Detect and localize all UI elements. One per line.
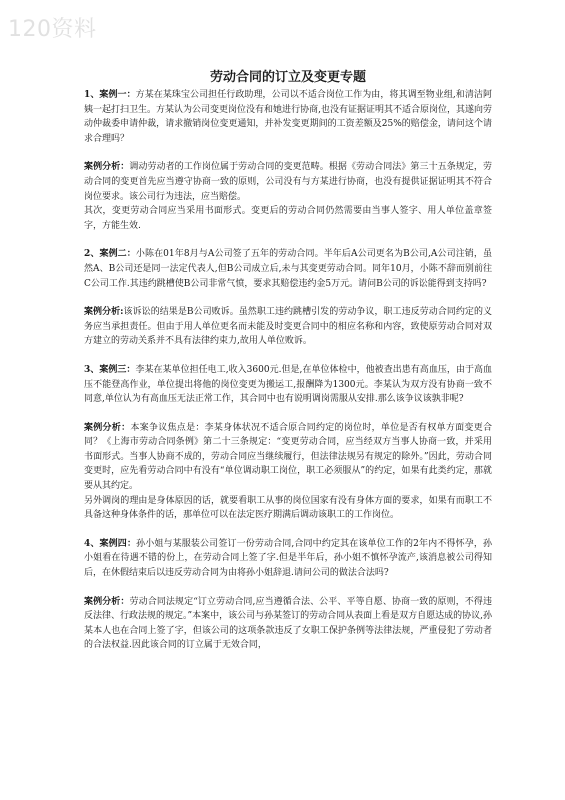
case-3-analysis-lead: 案例分析： <box>84 422 131 433</box>
case-1-analysis <box>84 160 492 204</box>
case-4-analysis-text: 劳动合同法规定“订立劳动合同,应当遵循合法、公平、平等自愿、协商一致的原则，不得违反法律、行政法规的规定。”本案中，该公司与孙某签订的劳动合同从表面上看是双方自愿达成的协议,孙某本人也在合同上签了字，但该公司的这项条款违反了女职工保护条例等法律法规，严重侵犯了劳动者的合法权益.因此该合同的订立属于无效合同， <box>84 596 492 651</box>
case-3-analysis-continued <box>84 494 492 523</box>
watermark: 120资料 <box>8 17 97 42</box>
case-4-lead: 4、案例四： <box>84 538 137 549</box>
case-1-lead: 1、案例一： <box>84 90 136 100</box>
case-1-analysis-lead: 案例分析： <box>84 162 130 173</box>
case-3-paragraph <box>84 363 492 407</box>
document-body <box>84 66 492 653</box>
case-1-text: 方某在某珠宝公司担任行政助理，公司以不适合岗位工作为由，将其调至物业组,和清洁阿姨一起打扫卫生。方某认为公司变更岗位没有和她进行协商,也没有证据证明其不适合原岗位，其遂向劳动仲裁委申请仲裁，请求撤销岗位变更通知，并补发变更期间的工资差额及25%的赔偿金，请问这个请求合理吗？ <box>84 90 492 144</box>
case-2-analysis-text: 该诉讼的结果是B公司败诉。虽然职工违约跳槽引发的劳动争议，职工违反劳动合同约定的义务应当承担责任。但由于用人单位更名而未能及时变更合同中的相应名称和内容，致使原劳动合同对双方建立的劳动关系并不具有法律约束力,故用人单位败诉。 <box>84 307 492 347</box>
case-1-analysis-continued <box>84 204 492 233</box>
case-3-analysis <box>84 421 492 494</box>
case-1-analysis-text: 调动劳动者的工作岗位属于劳动合同的变更范畴。根据《劳动合同法》第三十五条规定，劳动合同的变更首先应当遵守协商一致的原则，公司没有与方某进行协商，也没有提供证据证明其不符合岗位要求。该公司行为违法，应当赔偿。 <box>84 162 492 202</box>
case-1-paragraph <box>84 88 492 146</box>
case-2-text: 小陈在01年8月与A公司签了五年的劳动合同。半年后A公司更名为B公司,A公司注销，虽然A、B公司还是同一法定代表人,但B公司成立后,未与其变更劳动合同。同年10月，小陈不辞而别前往C公司工作.其违约跳槽使B公司非常气愤，要求其赔偿违约金5万元。请问B公司的诉讼能得到支持吗? <box>84 249 492 289</box>
case-1-analysis-extra-text: 其次，变更劳动合同应当采用书面形式。变更后的劳动合同仍然需要由当事人签字、用人单位盖章签字，方能生效. <box>84 206 492 231</box>
case-3-text: 李某在某单位担任电工,收入3600元.但是,在单位体检中，他被查出患有高血压，由于高血压不能登高作业，单位提出将他的岗位变更为搬运工,报酬降为1300元。李某认为双方没有协商一致不同意,单位认为有高血压无法正常工作，其合同中也有说明调岗需服从安排.那么该争议该孰非呢? <box>84 364 492 405</box>
case-2-lead: 2、案例二： <box>84 249 136 260</box>
case-2-analysis <box>84 305 492 349</box>
case-2-paragraph <box>84 247 492 291</box>
case-3-analysis-text: 本案争议焦点是：李某身体状况不适合原合同约定的岗位时，单位是否有权单方面变更合同？《上海市劳动合同条例》第二十三条规定：“变更劳动合同，应当经双方当事人协商一致，并采用书面形式。当事人协商不成的，劳动合同应当继续履行，但法律法规另有规定的除外。”因此，劳动合同变更时，应先看劳动合同中有没有“单位调动职工岗位，职工必须服从”的约定，如果有此类约定，那就要从其约定。 <box>84 422 492 492</box>
case-4-analysis-lead: 案例分析： <box>84 596 130 607</box>
case-3-analysis-extra-text: 另外调岗的理由是身体原因的话，就要看职工从事的岗位国家有没有身体方面的要求，如果有而职工不具备这种身体条件的话，那单位可以在法定医疗期满后调动该职工的工作岗位。 <box>84 495 492 521</box>
case-2-analysis-lead: 案例分析: <box>84 307 124 318</box>
case-4-analysis <box>84 595 492 653</box>
case-3-lead: 3、案例三： <box>84 364 136 375</box>
document-title: 劳动合同的订立及变更专题 <box>209 70 366 85</box>
case-4-paragraph <box>84 537 492 581</box>
case-4-text: 孙小姐与某服装公司签订一份劳动合同,合同中约定其在该单位工作的2年内不得怀孕，孙小姐看在待遇不错的份上，在劳动合同上签了字.但是半年后，孙小姐不慎怀孕流产,该消息被公司得知后，在休假结束后以违反劳动合同为由将孙小姐辞退.请问公司的做法合法吗? <box>84 538 493 579</box>
